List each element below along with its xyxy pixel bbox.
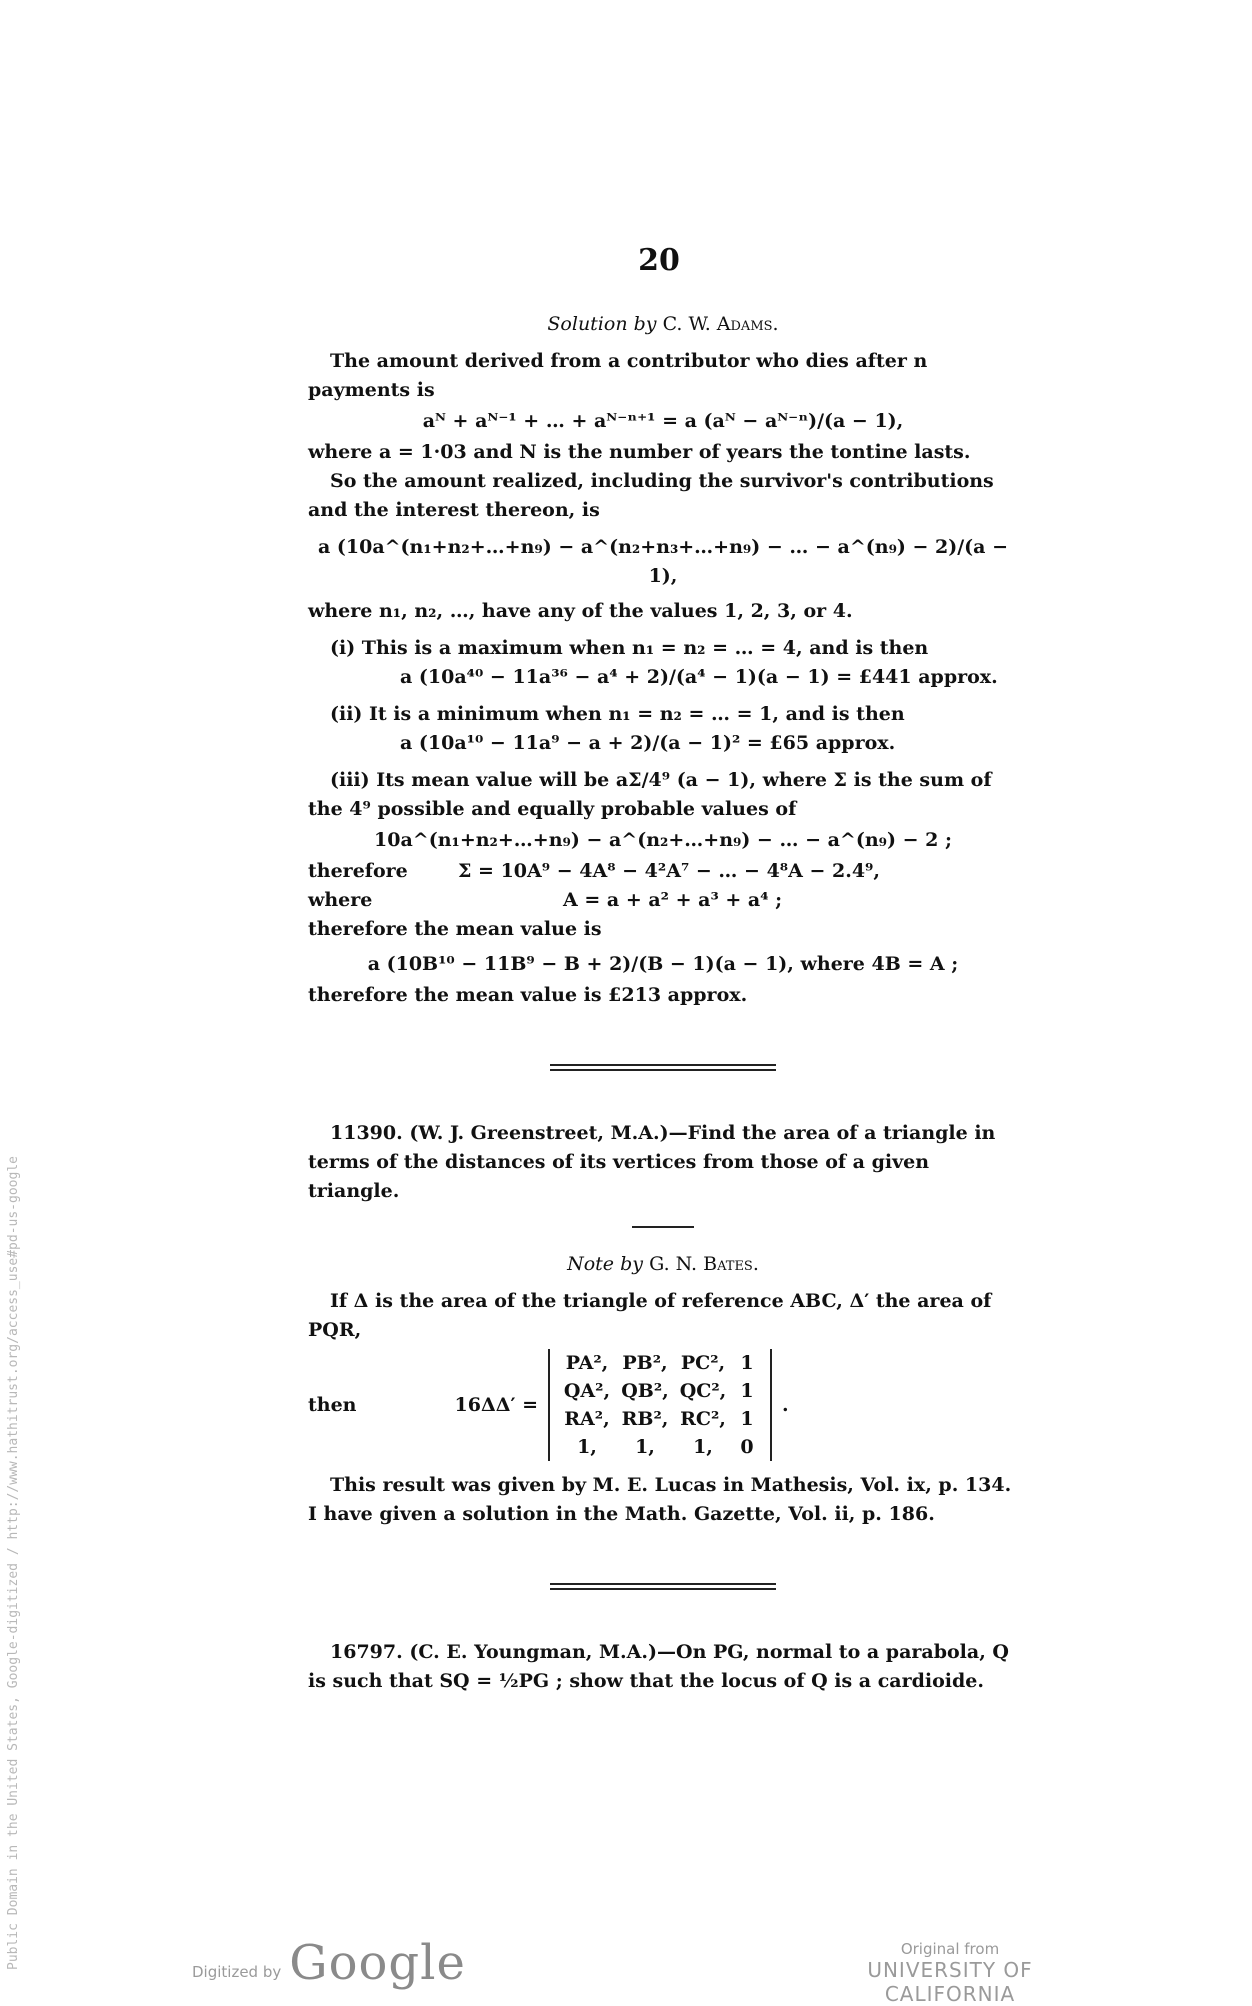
case-mean-equation: 10a^(n₁+n₂+…+n₉) − a^(n₂+…+n₉) − … − a^(n₉) − 2 ; [374,829,952,851]
solution-heading [308,310,1018,339]
problem-text: (C. E. Youngman, M.A.)—On PG, normal to a parabola, Q is such that SQ = ½PG ; show that the locus of Q is a cardioide. [308,1641,1009,1692]
matrix-cell: RA², [564,1408,610,1430]
short-rule [632,1226,694,1228]
mean-value-conclusion: therefore the mean value is £213 approx. [308,984,748,1006]
determinant-block [308,1349,1018,1461]
case-maximum: (i) This is a maximum when n₁ = n₂ = … = 4, and is then [330,637,929,659]
matrix-cell: PB², [622,1352,668,1374]
where-label: where [308,889,373,911]
equation-1: aᴺ + aᴺ⁻¹ + … + aᴺ⁻ⁿ⁺¹ = a (aᴺ − aᴺ⁻ⁿ)/(a − 1), [422,410,904,432]
note-heading [308,1250,1018,1279]
case-mean: (iii) Its mean value will be aΣ/4⁹ (a − 1), where Σ is the sum of the 4⁹ possible and equally probable values of [308,769,992,820]
page-number: 20 [638,243,680,278]
matrix-cell: 0 [740,1436,754,1458]
problem-number: 16797. [330,1641,403,1663]
matrix-cell: QA², [563,1380,611,1402]
problem-16797 [308,1638,1018,1696]
matrix-cell: 1 [740,1352,754,1374]
then-label: then [308,1393,357,1416]
page-content [308,310,1018,1696]
mean-value-line: therefore the mean value is [308,918,602,940]
mean-value-equation: a (10B¹⁰ − 11B⁹ − B + 2)/(B − 1)(a − 1), where 4B = A ; [367,953,959,975]
matrix-cell: 1 [740,1408,754,1430]
note-heading-by: by [620,1253,644,1275]
watermark-line-2: Public Domain in the United States, Google-digitized / http://www.hathitrust.org/access_use#pd-us-google [6,1156,21,1970]
matrix-cell: RB², [621,1408,669,1430]
matrix-cell: PC², [680,1352,726,1374]
determinant-matrix [548,1349,772,1461]
matrix-cell: RC², [680,1408,726,1430]
equation-2: a (10a^(n₁+n₂+…+n₉) − a^(n₂+n₃+…+n₉) − … − a^(n₉) − 2)/(a − 1), [317,536,1009,587]
divider-line [550,1069,776,1071]
where-equation: A = a + a² + a³ + a⁴ ; [563,889,783,911]
matrix-cell: 1, [577,1436,597,1458]
google-logo: Google [289,1935,466,1991]
determinant-lhs: 16ΔΔ′ = [454,1393,538,1416]
section-divider [550,1583,776,1590]
matrix-cell: QC², [679,1380,727,1402]
matrix-cell: 1, [693,1436,713,1458]
solution-paragraph-2: where a = 1·03 and N is the number of years the tontine lasts. [308,441,971,463]
digitized-by-google [192,1935,466,1991]
problem-number: 11390. [330,1122,403,1144]
matrix-cell: QB², [621,1380,669,1402]
watermark-sidebar [0,980,60,1970]
determinant-period: . [782,1393,789,1416]
therefore-label: therefore [308,860,408,882]
divider-line [550,1583,776,1585]
matrix-cell: PA², [565,1352,609,1374]
case-minimum-equation: a (10a¹⁰ − 11a⁹ − a + 2)/(a − 1)² = £65 approx. [400,732,896,754]
digitized-by-label: Digitized by [192,1963,282,1981]
divider-line [550,1064,776,1066]
note-paragraph-1: If Δ is the area of the triangle of reference ABC, Δ′ the area of PQR, [308,1290,992,1341]
problem-11390 [308,1119,1018,1206]
case-minimum: (ii) It is a minimum when n₁ = n₂ = … = 1, and is then [330,703,905,725]
solution-heading-prefix: Solution [547,313,628,335]
section-divider [550,1064,776,1071]
solution-paragraph-4: where n₁, n₂, …, have any of the values 1, 2, 3, or 4. [308,600,853,622]
solution-author: C. W. Adams. [662,313,779,335]
divider-line [550,1588,776,1590]
solution-paragraph-3: So the amount realized, including the survivor's contributions and the interest thereon, is [308,470,994,521]
matrix-cell: 1 [740,1380,754,1402]
therefore-row [308,857,1018,886]
note-author: G. N. Bates. [649,1253,759,1275]
note-paragraph-2: This result was given by M. E. Lucas in Mathesis, Vol. ix, p. 134. I have given a solution in the Math. Gazette, Vol. ii, p. 186. [308,1474,1012,1525]
case-maximum-equation: a (10a⁴⁰ − 11a³⁶ − a⁴ + 2)/(a⁴ − 1)(a − 1) = £441 approx. [400,666,998,688]
solution-heading-by: by [633,313,657,335]
original-from [800,1940,1100,2006]
note-heading-prefix: Note [567,1253,615,1275]
solution-paragraph-1: The amount derived from a contributor who dies after n payments is [308,350,928,401]
problem-text: (W. J. Greenstreet, M.A.)—Find the area of a triangle in terms of the distances of its vertices from those of a given triangle. [308,1122,996,1202]
where-row [308,886,1018,915]
therefore-equation: Σ = 10A⁹ − 4A⁸ − 4²A⁷ − … − 4⁸A − 2.4⁹, [458,860,880,882]
matrix-cell: 1, [635,1436,655,1458]
original-from-label: Original from [900,1940,1000,1958]
university-label: UNIVERSITY OF CALIFORNIA [867,1958,1033,2006]
watermark-text [0,1156,24,1970]
